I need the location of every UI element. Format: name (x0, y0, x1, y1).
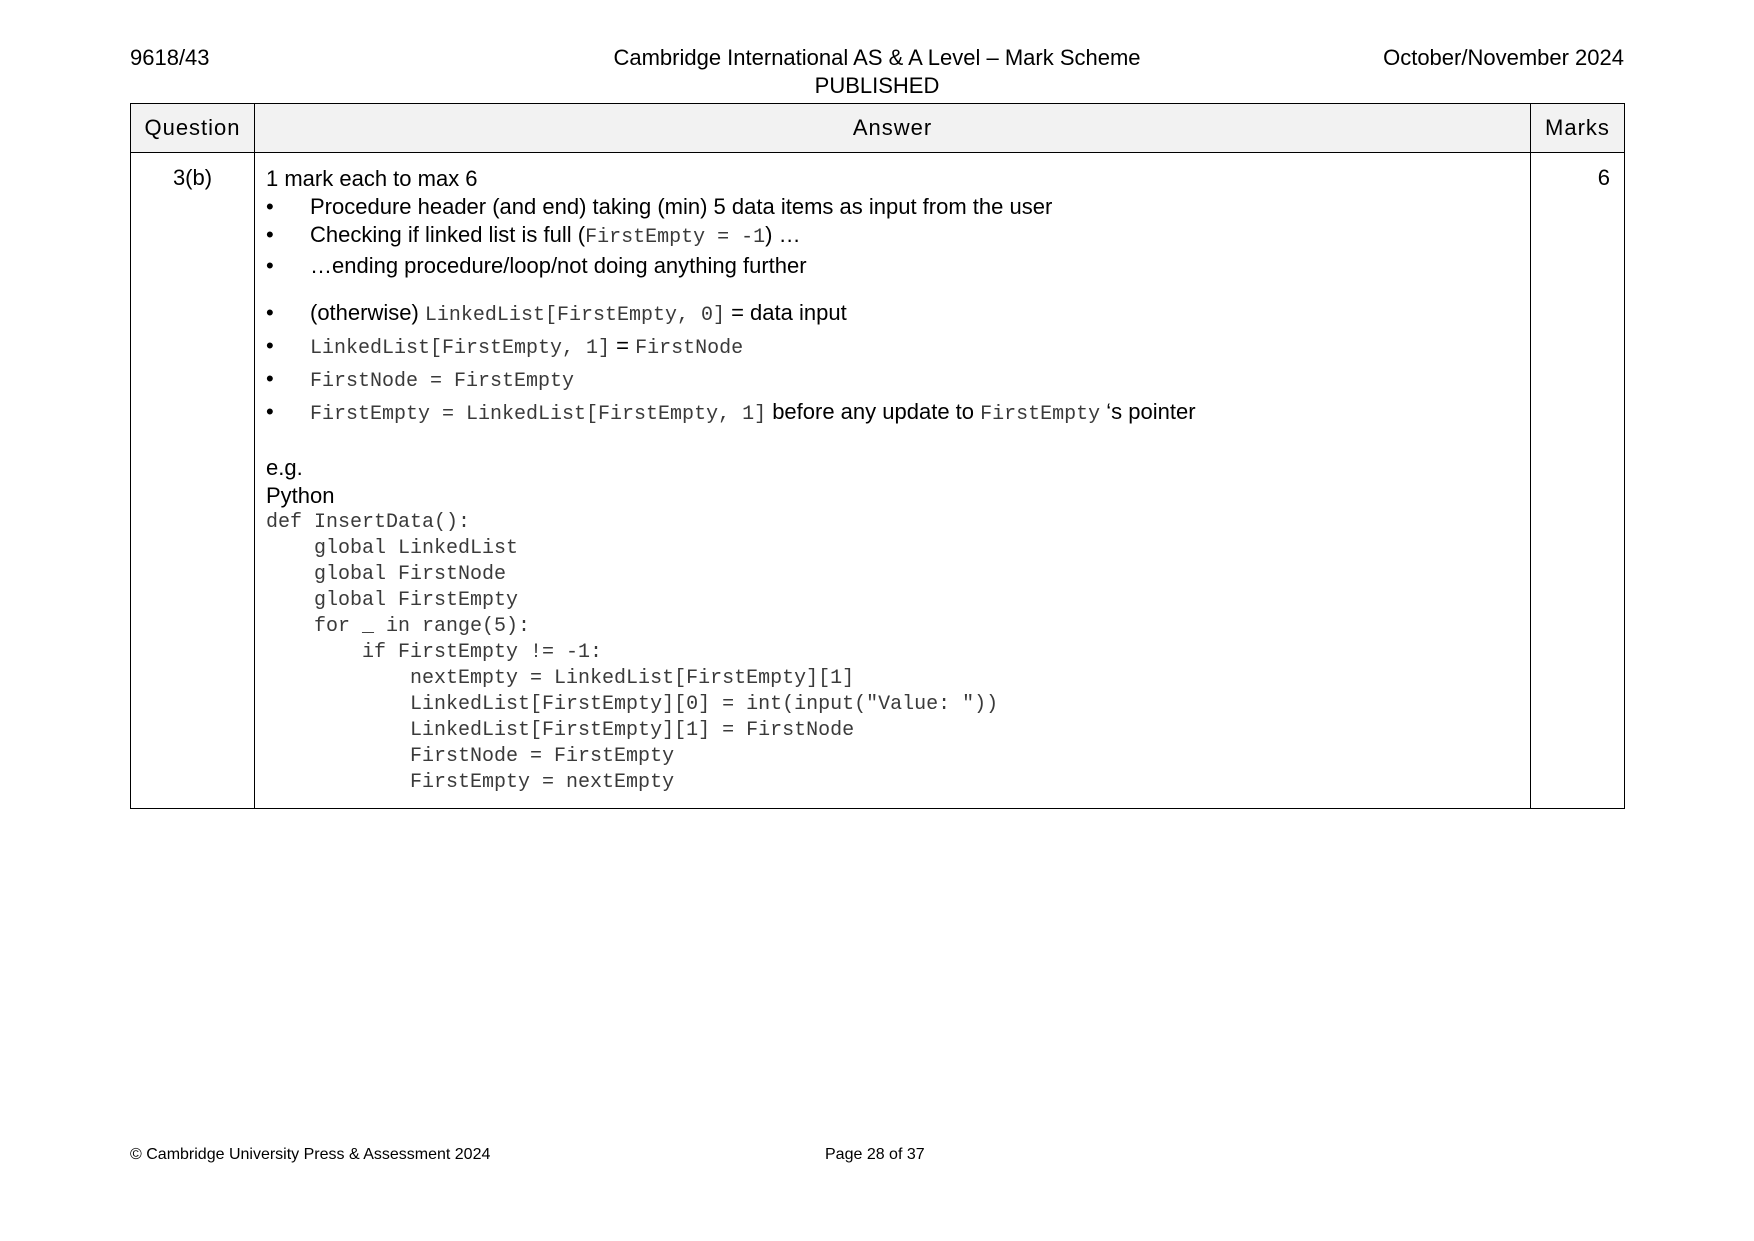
bullet-icon: • (266, 366, 274, 391)
marks-value: 6 (1531, 153, 1625, 809)
mark-scheme-table (130, 103, 1625, 809)
marking-point: • …ending procedure/loop/not doing anything further (266, 253, 807, 278)
inline-code: FirstNode = FirstEmpty (310, 370, 575, 393)
language-label: Python (266, 483, 335, 508)
inline-code: FirstEmpty (980, 403, 1101, 426)
bullet-icon: • (266, 300, 274, 325)
inline-code: FirstNode (635, 337, 744, 360)
marking-point (266, 364, 1520, 397)
inline-code: FirstEmpty = LinkedList[FirstEmpty, 1] (310, 403, 767, 426)
marking-points-list (266, 193, 1520, 430)
page-number: Page 28 of 37 (825, 1146, 925, 1163)
table-header-row (131, 104, 1625, 153)
bullet-icon: • (266, 194, 274, 219)
marking-point: • FirstEmpty = LinkedList[FirstEmpty, 1] before any update to FirstEmpty ‘s pointer (266, 399, 1196, 426)
marks-column-header: Marks (1531, 104, 1625, 153)
marking-point: • LinkedList[FirstEmpty, 1] = FirstNode (266, 333, 744, 360)
answer-column-header: Answer (255, 104, 1531, 153)
inline-code: FirstEmpty = -1 (585, 226, 766, 249)
answer-cell (255, 153, 1531, 809)
exam-session: October/November 2024 (1383, 45, 1624, 70)
example-label: e.g. (266, 455, 303, 480)
mark-allocation-note: 1 mark each to max 6 (266, 166, 478, 191)
question-number: 3(b) (131, 153, 255, 809)
question-column-header: Question (131, 104, 255, 153)
published-label: PUBLISHED (814, 73, 940, 98)
inline-code: LinkedList[FirstEmpty, 0] (424, 304, 725, 327)
document-title: Cambridge International AS & A Level – Mark Scheme (613, 45, 1141, 70)
marking-point: • (otherwise) LinkedList[FirstEmpty, 0] = data input (266, 300, 847, 327)
marking-point: • Procedure header (and end) taking (min) 5 data items as input from the user (266, 194, 1053, 219)
marking-point: • Checking if linked list is full (FirstEmpty = -1) … (266, 222, 801, 249)
table-row (131, 153, 1625, 809)
bullet-icon: • (266, 399, 274, 424)
bullet-icon: • (266, 333, 274, 358)
code-block: def InsertData(): global LinkedList global FirstNode global FirstEmpty for _ in range(5): if FirstEmpty != -1: nextEmpty = LinkedList[FirstEmpty][1] LinkedList[FirstEmpty][0] = int(input("Value: ")) LinkedList[FirstEmpty][1] = FirstNode FirstNode = FirstEmpty FirstEmpty = nextEmpty (266, 511, 999, 794)
bullet-icon: • (266, 222, 274, 247)
bullet-icon: • (266, 253, 274, 278)
syllabus-code: 9618/43 (130, 45, 210, 70)
inline-code: LinkedList[FirstEmpty, 1] (310, 337, 611, 360)
copyright-notice: © Cambridge University Press & Assessment 2024 (130, 1146, 491, 1163)
